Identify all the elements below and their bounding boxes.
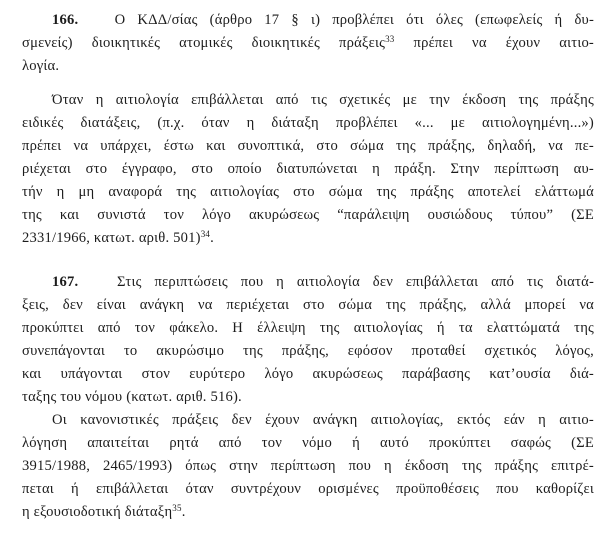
line-text: ειδικές διατάξεις, (π.χ. όταν η διάταξη προβλέπει «... με αιτιολογημένη...») bbox=[22, 115, 594, 131]
text-line bbox=[22, 295, 594, 315]
section-number: 167. bbox=[52, 274, 79, 290]
text-line bbox=[22, 205, 594, 225]
section-number: 166. bbox=[52, 12, 79, 28]
line-text: λογία. bbox=[22, 58, 60, 74]
text-line bbox=[22, 136, 594, 156]
line-text: πρέπει να υπάρχει, έστω και συνοπτικά, στο σώμα της πράξης, δηλαδή, να πε- bbox=[22, 138, 594, 154]
line-text: προκύπτει από τον φάκελο. Η έλλειψη της αιτιολογίας ή τα ελαττώματά της bbox=[22, 320, 594, 336]
line-text: Όταν η αιτιολογία επιβάλλεται από τις σχετικές με την έκδοση της πράξης bbox=[52, 92, 594, 108]
line-text: . bbox=[210, 230, 214, 246]
line-text: σμενείς) διοικητικές ατομικές διοικητικές πράξεις bbox=[22, 35, 386, 51]
text-line bbox=[22, 387, 242, 407]
text-line bbox=[52, 90, 594, 110]
line-text: . bbox=[181, 504, 186, 520]
text-line bbox=[22, 502, 186, 522]
line-text: 3915/1988, 2465/1993) όπως στην περίπτωση που η έκδοση της πράξης επιτρέ- bbox=[22, 458, 594, 474]
text-line bbox=[52, 272, 594, 292]
line-text: 2331/1966, κατωτ. αριθ. 501) bbox=[22, 230, 201, 246]
text-line bbox=[22, 341, 594, 361]
text-line bbox=[22, 318, 594, 338]
text-line bbox=[22, 364, 594, 384]
text-line bbox=[22, 182, 594, 202]
line-text: Στις περιπτώσεις που η αιτιολογία δεν επιβάλλεται από τις διατά- bbox=[116, 274, 595, 290]
footnote-ref: 35 bbox=[172, 503, 182, 513]
text-line bbox=[22, 33, 594, 53]
footnote-ref: 34 bbox=[200, 229, 211, 239]
line-text: τήν η μη αναφορά της αιτιολογίας στο σώμα της πράξης αποτελεί ελάττωμά bbox=[22, 184, 594, 200]
line-text: πεται ή επιβάλλεται όταν συντρέχουν ορισμένες προϋποθέσεις που καθορίζει bbox=[22, 481, 594, 497]
text-line bbox=[22, 456, 594, 476]
line-text: ξεις, δεν είναι ανάγκη να περιέχεται στο σώμα της πράξης, αλλά μπορεί να bbox=[22, 297, 594, 313]
text-line bbox=[52, 10, 594, 30]
line-text: λόγηση απαιτείται ρητά από τον νόμο ή αυτό προκύπτει σαφώς (ΣΕ bbox=[22, 435, 594, 451]
text-line bbox=[22, 479, 594, 499]
line-text: η εξουσιοδοτική διάταξη bbox=[22, 504, 173, 520]
line-text: πρέπει να έχουν αιτιο- bbox=[394, 35, 594, 51]
text-line bbox=[22, 433, 594, 453]
text-line bbox=[22, 56, 59, 76]
line-text: ριέχεται στο έγγραφο, στο οποίο διατυπώνεται η πράξη. Στην περίπτωση αυ- bbox=[22, 161, 594, 177]
text-line bbox=[22, 113, 594, 133]
line-text: Οι κανονιστικές πράξεις δεν έχουν ανάγκη αιτιολογίας, εκτός εάν η αιτιο- bbox=[52, 412, 594, 428]
line-text: Ο ΚΔΔ/σίας (άρθρο 17 § ι) προβλέπει ότι όλες (επωφελείς ή δυ- bbox=[114, 12, 595, 28]
line-text: της και συνιστά τον λόγο ακυρώσεως “παράλειψη ουσιώδους τύπου” (ΣΕ bbox=[22, 207, 594, 223]
line-text: συνεπάγονται το ακυρώσιμο της πράξης, εφόσον προταθεί σχετικός λόγος, bbox=[22, 343, 594, 359]
text-line bbox=[52, 410, 594, 430]
line-text: και υπάγονται στον ευρύτερο λόγο ακυρώσεως παράβασης κατ’ουσία διά- bbox=[22, 366, 594, 382]
text-line bbox=[22, 159, 594, 179]
footnote-ref: 33 bbox=[385, 34, 395, 44]
line-text: ταξης του νόμου (κατωτ. αριθ. 516). bbox=[22, 389, 242, 405]
text-line bbox=[22, 228, 214, 248]
